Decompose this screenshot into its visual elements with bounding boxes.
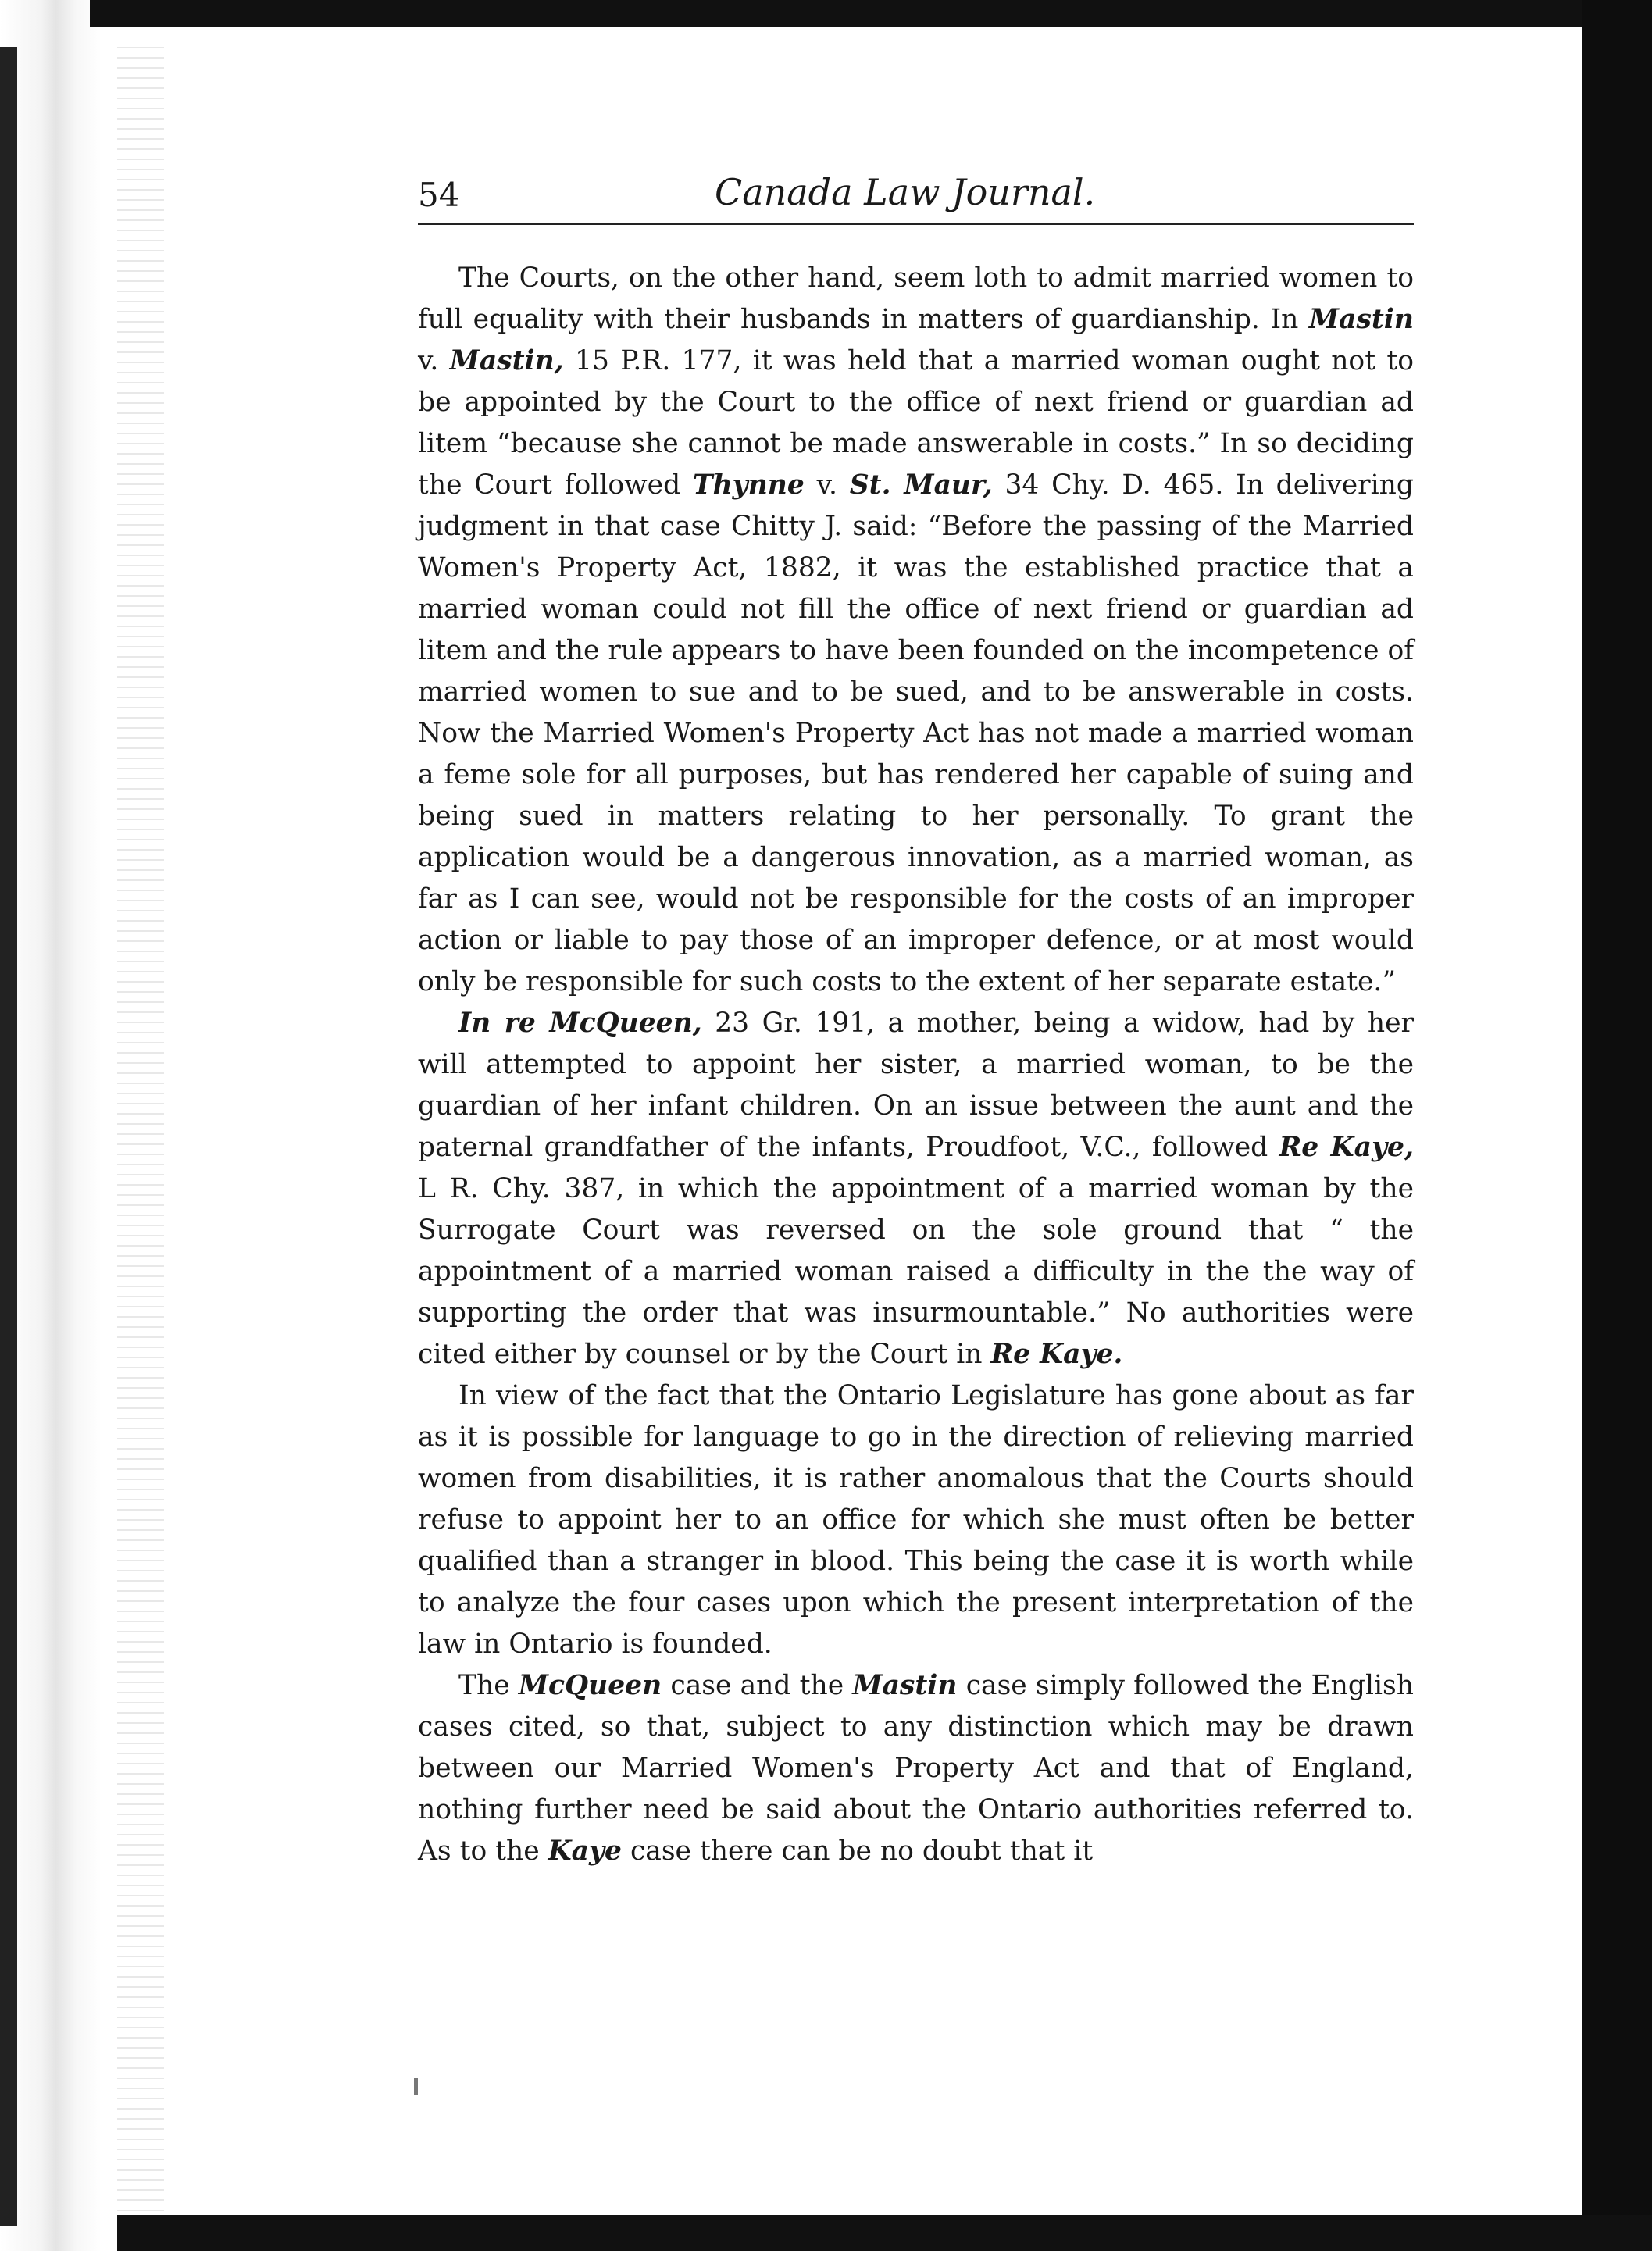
paragraph-text: 23 Gr. 191, a mother, being a widow, had by her will attempted to appoint her sister, a married woman, to be the guardian of her infant children. On an issue between the aunt and the paternal grandfather of the infants, Proudfoot, V.C., followed [418, 1008, 1414, 1163]
scan-top-border [90, 0, 1652, 27]
paragraph [418, 1003, 1414, 1375]
paragraph-text: The Courts, on the other hand, seem loth to admit married women to full equality with their husbands in matters of guardianship. In [418, 262, 1414, 335]
case-citation: McQueen [518, 1670, 662, 1701]
journal-title: Canada Law Journal. [715, 171, 1096, 213]
body-text [418, 258, 1414, 1872]
document-page [418, 168, 1414, 1872]
paragraph-text: 34 Chy. D. 465. In delivering judgment in that case Chitty J. said: “Before the passing of the Married Women's Property Act, 1882, it was the established practice that a married woman could not fill the office of next friend or guardian ad litem and the rule appears to have been founded on the incompetence of married women to sue and to be sued, and to be answerable in costs. Now the Married Women's Property Act has not made a married woman a feme sole for all purposes, but has rendered her capable of suing and being sued in matters relating to her personally. To grant the application would be a dangerous innovation, as a married woman, as far as I can see, would not be responsible for the costs of an improper action or liable to pay those of an improper defence, or at most would only be responsible for such costs to the extent of her separate estate.” [418, 469, 1414, 997]
case-citation: Kaye [548, 1835, 622, 1867]
scan-left-margin [0, 0, 102, 2251]
scan-mark [414, 2078, 418, 2095]
scan-gutter-noise [117, 47, 164, 2234]
case-citation: Mastin, [449, 345, 564, 376]
paragraph [418, 1665, 1414, 1872]
scan-right-border [1582, 0, 1652, 2251]
paragraph [418, 1375, 1414, 1665]
running-header [418, 168, 1414, 225]
page-number: 54 [418, 176, 460, 214]
paragraph-text: In view of the fact that the Ontario Legislature has gone about as far as it is possible for language to go in the direction of relieving married women from disabilities, it is rather anomalous that the Courts should refuse to appoint her to an office for which she must often be better qualified than a stranger in blood. This being the case it is worth while to analyze the four cases upon which the present interpretation of the law in Ontario is founded. [418, 1380, 1414, 1660]
paragraph-text: case and the [662, 1670, 853, 1701]
case-citation: Thynne [692, 469, 805, 501]
paragraph-text: case simply followed the English cases cited, so that, subject to any distinction which may be drawn between our Married Women's Property Act and that of England, nothing further need be said about the Ontario authorities referred to. As to the [418, 1670, 1414, 1867]
paragraph-text: The [458, 1670, 519, 1701]
paragraph-text: L R. Chy. 387, in which the appointment of a married woman by the Surrogate Court was reversed on the sole ground that “ the appointment of a married woman raised a difficulty in the the way of supporting the order that was insurmountable.” No authorities were cited either by counsel or by the Court in [418, 1173, 1414, 1370]
paragraph-text: case there can be no doubt that it [622, 1835, 1094, 1867]
case-citation: Mastin [1308, 304, 1414, 335]
paragraph-text: 15 P.R. 177, it was held that a married woman ought not to be appointed by the Court to the office of next friend or guardian ad litem “because she cannot be made answerable in costs.” In so deciding the Court followed [418, 345, 1414, 501]
case-citation: St. Maur, [849, 469, 993, 501]
paragraph [418, 258, 1414, 1003]
case-citation: In re McQueen, [458, 1008, 702, 1039]
case-citation: Re Kaye, [1279, 1132, 1415, 1163]
paragraph-text: v. [418, 345, 450, 376]
scan-bottom-border [117, 2215, 1652, 2251]
case-citation: Re Kaye. [990, 1339, 1123, 1370]
case-citation: Mastin [852, 1670, 958, 1701]
paragraph-text: v. [804, 469, 850, 501]
